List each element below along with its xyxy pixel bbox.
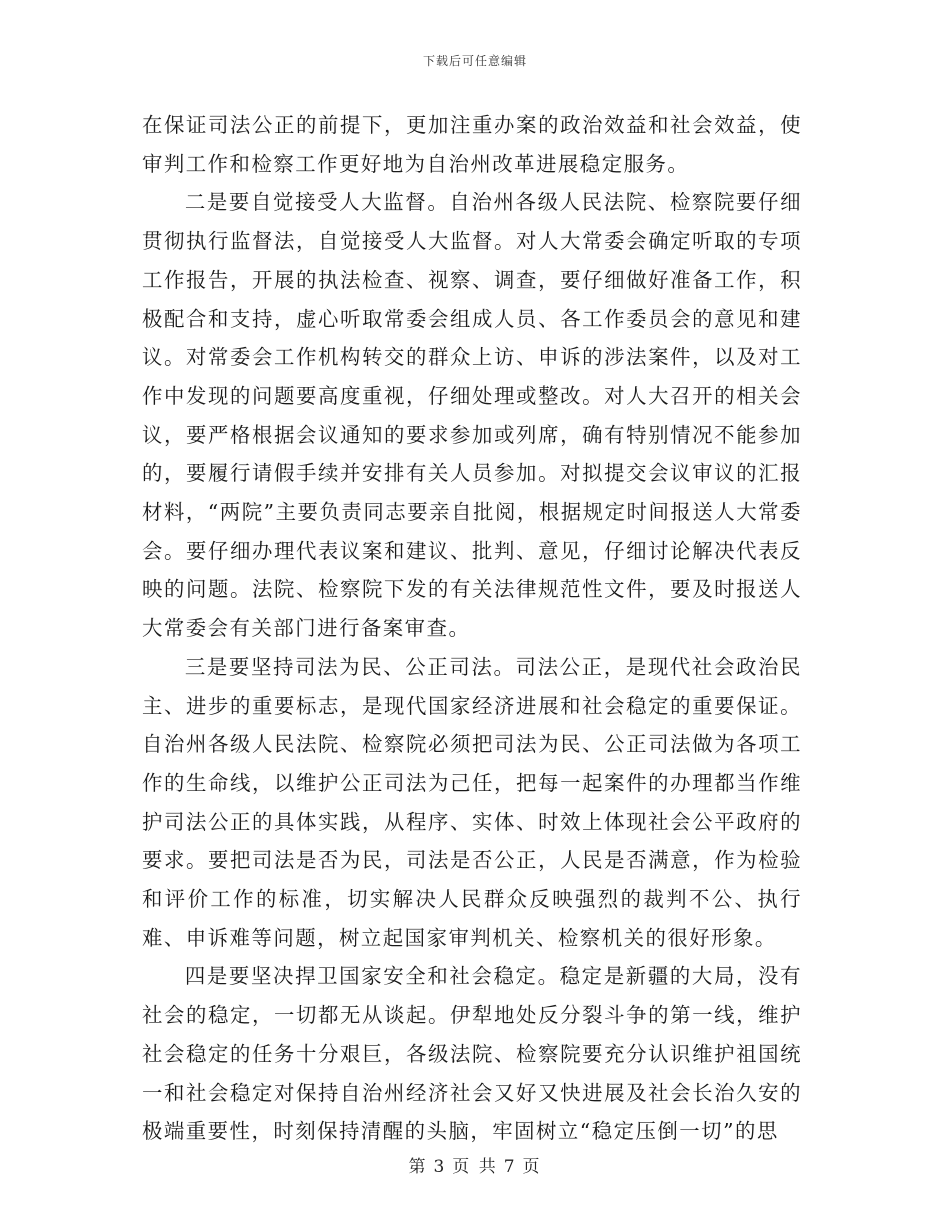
page-footer: [0, 1152, 950, 1177]
paragraph-people-congress-supervision: 二是要自觉接受人大监督。自治州各级人民法院、检察院要仔细贯彻执行监督法，自觉接受人大监督。对人大常委会确定听取的专项工作报告，开展的执法检查、视察、调查，要仔细做好准备工作，积极配合和支持，虚心听取常委会组成人员、各工作委员会的意见和建议。对常委会工作机构转交的群众上访、申诉的涉法案件，以及对工作中发现的问题要高度重视，仔细处理或整改。对人大召开的相关会议，要严格根据会议通知的要求参加或列席，确有特别情况不能参加的，要履行请假手续并安排有关人员参加。对拟提交会议审议的汇报材料，“两院”主要负责同志要亲自批阅，根据规定时间报送人大常委会。要仔细办理代表议案和建议、批判、意见，仔细讨论解决代表反映的问题。法院、检察院下发的有关法律规范性文件，要及时报送人大常委会有关部门进行备案审查。: [142, 190, 802, 641]
paragraph-national-security: 四是要坚决捍卫国家安全和社会稳定。稳定是新疆的大局，没有社会的稳定，一切都无从谈起。伊犁地处反分裂斗争的第一线，维护社会稳定的任务十分艰巨，各级法院、检察院要充分认识维护祖国统一和社会稳定对保持自治州经济社会又好又快进展及社会长治久安的极端重要性，时刻保持清醒的头脑，牢固树立“稳定压倒一切”的思: [142, 964, 802, 1144]
total-pages-number: 7: [503, 1157, 517, 1177]
paragraph-judicial-fairness: 三是要坚持司法为民、公正司法。司法公正，是现代社会政治民主、进步的重要标志，是现代国家经济进展和社会稳定的重要保证。自治州各级人民法院、检察院必须把司法为民、公正司法做为各项工作的生命线，以维护公正司法为己任，把每一起案件的办理都当作维护司法公正的具体实践，从程序、实体、时效上体现社会公平政府的要求。要把司法是否为民，司法是否公正，人民是否满意，作为检验和评价工作的标准，切实解决人民群众反映强烈的裁判不公、执行难、申诉难等问题，树立起国家审判机关、检察机关的很好形象。: [142, 654, 802, 950]
body-text: [142, 106, 802, 1151]
footer-suffix: 页: [522, 1157, 542, 1177]
paragraph-continuation: 在保证司法公正的前提下，更加注重办案的政治效益和社会效益，使审判工作和检察工作更好地为自治州改革进展稳定服务。: [142, 113, 802, 176]
footer-mid: 页 共: [452, 1157, 498, 1177]
current-page-number: 3: [433, 1157, 447, 1177]
footer-prefix: 第: [408, 1157, 428, 1177]
header-note: 下载后可任意编辑: [422, 54, 527, 68]
